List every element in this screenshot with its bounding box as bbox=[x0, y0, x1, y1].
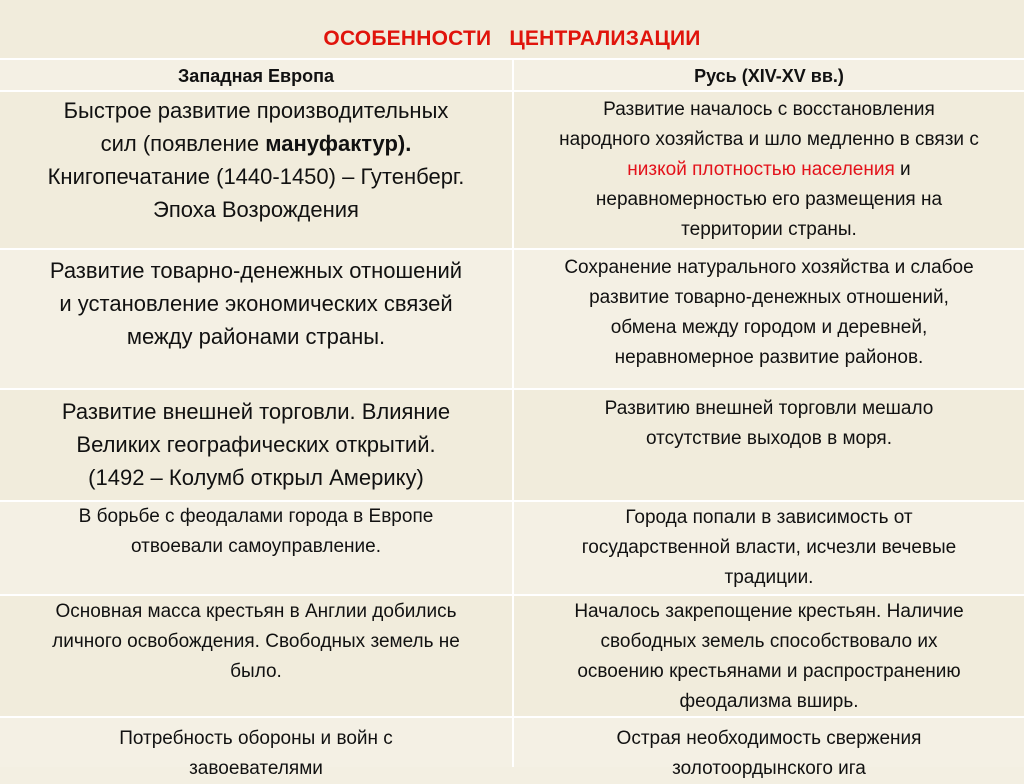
row1-right-line4: неравномерностью его размещения на bbox=[595, 189, 943, 210]
row2-right-line3: обмена между городом и деревней, bbox=[610, 317, 928, 338]
row5-rus-cell bbox=[514, 596, 1024, 716]
row2-left-line1: Развитие товарно-денежных отношений bbox=[49, 258, 463, 283]
column-header-rus bbox=[514, 60, 1024, 90]
row4-western-europe-cell bbox=[0, 502, 512, 594]
row2-right-line1: Сохранение натурального хозяйства и слабое bbox=[564, 257, 974, 278]
row5-right-line3: освоению крестьянами и распространению bbox=[577, 661, 961, 682]
row6-right-line2: золотоордынского ига bbox=[672, 758, 866, 779]
row1-right-line5: территории страны. bbox=[681, 219, 857, 240]
column-header-western-europe bbox=[0, 60, 512, 90]
row4-rus-cell bbox=[514, 502, 1024, 594]
row1-western-europe-cell bbox=[0, 92, 512, 248]
row2-left-line3: между районами страны. bbox=[126, 324, 386, 349]
column-header-rus-label: Русь (XIV-XV вв.) bbox=[694, 66, 844, 86]
row2-right-line2: развитие товарно-денежных отношений, bbox=[589, 287, 949, 308]
row2-left-line2: и установление экономических связей bbox=[59, 291, 453, 316]
row1-right-line1: Развитие началось с восстановления bbox=[603, 99, 935, 120]
row3-right-line2: отсутствие выходов в моря. bbox=[645, 428, 893, 449]
row1-right-low-density: низкой плотностью населения bbox=[627, 159, 895, 180]
row2-right-line4: неравномерное развитие районов. bbox=[614, 347, 924, 368]
row5-right-line4: феодализма вширь. bbox=[679, 691, 859, 712]
row3-western-europe-cell bbox=[0, 390, 512, 500]
row1-left-line2-text: сил (появление bbox=[100, 131, 266, 156]
row5-left-line2: личного освобождения. Свободных земель не bbox=[52, 631, 460, 652]
row3-left-line2: Великих географических открытий. bbox=[76, 432, 436, 457]
row5-right-line1: Началось закрепощение крестьян. Наличие bbox=[574, 601, 964, 622]
table-title-row bbox=[0, 0, 1024, 58]
row1-right-line2: народного хозяйства и шло медленно в связи с bbox=[559, 129, 979, 150]
column-header-western-europe-label: Западная Европа bbox=[178, 66, 334, 86]
row3-left-line1: Развитие внешней торговли. Влияние bbox=[61, 399, 451, 424]
row4-right-line2: государственной власти, исчезли вечевые bbox=[581, 537, 957, 558]
row6-left-line1: Потребность обороны и войн с bbox=[119, 728, 393, 749]
row1-left-manufactures: мануфактур). bbox=[265, 131, 412, 156]
row1-right-line3-tail: и bbox=[894, 159, 911, 180]
row1-left-line3: Книгопечатание (1440-1450) – Гутенберг. bbox=[47, 164, 465, 189]
row5-left-line1: Основная масса крестьян в Англии добились bbox=[55, 601, 457, 622]
row6-left-line2: завоевателями bbox=[189, 758, 323, 779]
row1-rus-cell bbox=[514, 92, 1024, 248]
column-divider bbox=[512, 60, 514, 767]
row4-left-line2: отвоевали самоуправление. bbox=[131, 536, 381, 557]
row3-right-line1: Развитию внешней торговли мешало bbox=[604, 398, 934, 419]
row4-right-line1: Города попали в зависимость от bbox=[625, 507, 913, 528]
row5-right-line2: свободных земель способствовало их bbox=[600, 631, 938, 652]
row5-left-line3: было. bbox=[230, 661, 282, 682]
row5-western-europe-cell bbox=[0, 596, 512, 716]
row4-right-line3: традиции. bbox=[724, 567, 814, 588]
table-title: ОСОБЕННОСТИ ЦЕНТРАЛИЗАЦИИ bbox=[323, 27, 701, 50]
row6-right-line1: Острая необходимость свержения bbox=[616, 728, 922, 749]
row2-rus-cell bbox=[514, 250, 1024, 388]
row2-western-europe-cell bbox=[0, 250, 512, 388]
row1-left-line2 bbox=[0, 127, 512, 160]
row4-left-line1: В борьбе с феодалами города в Европе bbox=[78, 506, 434, 527]
row6-rus-cell bbox=[514, 718, 1024, 779]
row1-right-line3 bbox=[514, 155, 1024, 185]
row6-western-europe-cell bbox=[0, 718, 512, 779]
row1-left-line1: Быстрое развитие производительных bbox=[63, 98, 449, 123]
row1-left-line4: Эпоха Возрождения bbox=[153, 197, 359, 222]
row3-rus-cell bbox=[514, 390, 1024, 500]
row3-left-line3: (1492 – Колумб открыл Америку) bbox=[88, 465, 424, 490]
